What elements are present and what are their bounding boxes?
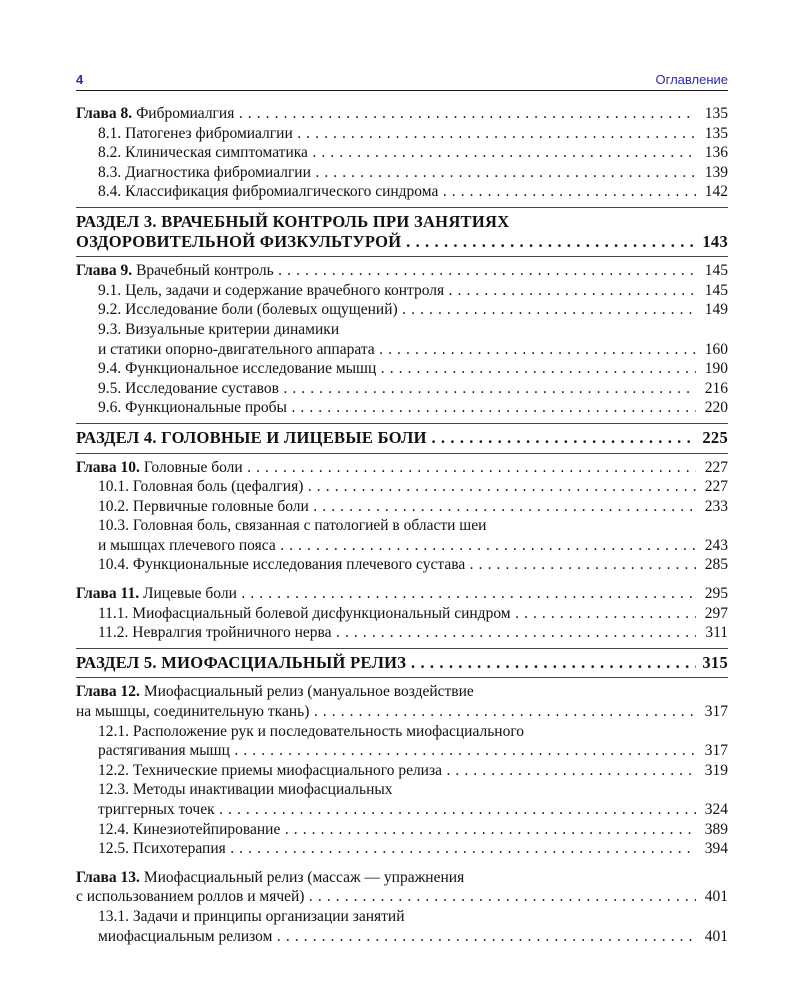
entry-text: Миофасциальный релиз (массаж — упражнения bbox=[139, 868, 465, 886]
toc-page-number: 324 bbox=[704, 801, 728, 818]
toc-entry-title bbox=[76, 584, 696, 604]
toc-page-number: 225 bbox=[702, 427, 728, 447]
toc-entry[interactable] bbox=[76, 163, 728, 183]
toc-page-number: 311 bbox=[705, 624, 728, 642]
chapter-label: Глава 9. bbox=[76, 262, 133, 280]
toc-entry[interactable] bbox=[76, 584, 728, 604]
entry-text: РАЗДЕЛ 3. ВРАЧЕБНЫЙ КОНТРОЛЬ ПРИ ЗАНЯТИЯХ bbox=[76, 211, 510, 231]
toc-page-number: 220 bbox=[704, 399, 728, 417]
toc-entry-title bbox=[76, 320, 696, 340]
toc-page-number: 190 bbox=[704, 360, 728, 378]
entry-text: 10.2. Первичные головные боли bbox=[98, 497, 309, 515]
entry-text: 10.1. Головная боль (цефалгия) bbox=[98, 478, 304, 496]
toc-entry-title bbox=[76, 741, 696, 761]
toc-page-number: 401 bbox=[704, 927, 728, 945]
entry-text: 9.2. Исследование боли (болевых ощущений) bbox=[98, 301, 398, 319]
toc-entry-title bbox=[76, 340, 696, 360]
toc-entry[interactable] bbox=[76, 261, 728, 281]
toc-entry-title bbox=[76, 379, 696, 399]
toc-page-number: 227 bbox=[704, 458, 728, 476]
entry-text: Лицевые боли bbox=[139, 585, 237, 603]
toc-page-number: 227 bbox=[704, 478, 728, 496]
toc-entry-title bbox=[76, 143, 696, 163]
toc-entry[interactable] bbox=[76, 359, 728, 379]
toc-page-number: 145 bbox=[704, 262, 728, 280]
toc-entry-title bbox=[76, 780, 696, 800]
toc-entry-title bbox=[76, 604, 696, 624]
toc-entry[interactable] bbox=[76, 761, 728, 781]
toc-entry-title bbox=[76, 516, 696, 536]
toc-entry-title bbox=[76, 232, 696, 252]
chapter-label: Глава 10. bbox=[76, 458, 140, 476]
section-divider bbox=[76, 256, 728, 257]
toc-page-number: 142 bbox=[704, 183, 728, 201]
toc-entry-title bbox=[76, 104, 696, 124]
toc-entry[interactable] bbox=[76, 428, 728, 448]
toc-entry-line bbox=[76, 320, 728, 340]
toc-entry[interactable] bbox=[76, 232, 728, 252]
toc-entry[interactable] bbox=[76, 398, 728, 418]
chapter-label: Глава 13. bbox=[76, 868, 140, 886]
toc-entry-title bbox=[76, 428, 696, 448]
toc-page-number: 160 bbox=[704, 340, 728, 358]
entry-text: триггерных точек bbox=[98, 801, 215, 818]
toc-entry[interactable] bbox=[76, 124, 728, 144]
entry-text: 12.4. Кинезиотейпирование bbox=[98, 820, 281, 838]
toc-page-number: 401 bbox=[704, 888, 728, 906]
toc-entry[interactable] bbox=[76, 340, 728, 360]
toc-entry-line bbox=[76, 907, 728, 927]
toc-entry[interactable] bbox=[76, 702, 728, 722]
spacer bbox=[76, 575, 728, 584]
toc-entry[interactable] bbox=[76, 741, 728, 761]
toc-page-number: 135 bbox=[704, 124, 728, 142]
entry-text: ОЗДОРОВИТЕЛЬНОЙ ФИЗКУЛЬТУРОЙ bbox=[76, 231, 402, 251]
toc-entry-title bbox=[76, 623, 696, 643]
toc-entry[interactable] bbox=[76, 182, 728, 202]
toc-entry[interactable] bbox=[76, 653, 728, 673]
toc-entry-line bbox=[76, 722, 728, 742]
toc-entry[interactable] bbox=[76, 536, 728, 556]
entry-text: Врачебный контроль bbox=[132, 262, 274, 280]
toc-entry-line bbox=[76, 682, 728, 702]
toc-page-number: 145 bbox=[704, 281, 728, 299]
toc-page-number: 394 bbox=[704, 840, 728, 858]
toc-page-number: 135 bbox=[704, 105, 728, 122]
entry-text: 9.5. Исследование суставов bbox=[98, 379, 279, 397]
toc-entry-title bbox=[76, 702, 696, 722]
entry-text: миофасциальным релизом bbox=[98, 927, 273, 945]
toc-entry-title bbox=[76, 163, 696, 183]
entry-text: 12.3. Методы инактивации миофасциальных bbox=[98, 781, 393, 799]
toc-entry[interactable] bbox=[76, 477, 728, 497]
entry-text: РАЗДЕЛ 4. ГОЛОВНЫЕ И ЛИЦЕВЫЕ БОЛИ bbox=[76, 427, 427, 447]
toc-entry-line bbox=[76, 516, 728, 536]
spacer bbox=[76, 859, 728, 868]
entry-text: 10.3. Головная боль, связанная с патологией в области шеи bbox=[98, 517, 487, 535]
entry-text: 12.2. Технические приемы миофасциального релиза bbox=[98, 761, 442, 779]
section-divider bbox=[76, 648, 728, 649]
toc-entry-line bbox=[76, 212, 728, 232]
toc-entry-title bbox=[76, 761, 696, 781]
toc-entry-title bbox=[76, 820, 696, 840]
toc-page-number: 297 bbox=[704, 604, 728, 622]
toc-entry[interactable] bbox=[76, 555, 728, 575]
toc-entry-title bbox=[76, 212, 696, 232]
toc-page-number: 295 bbox=[704, 585, 728, 603]
toc-page-number: 317 bbox=[704, 742, 728, 760]
entry-text: 12.1. Расположение рук и последовательность миофасциального bbox=[98, 722, 525, 740]
entry-text: 8.3. Диагностика фибромиалгии bbox=[98, 163, 311, 181]
toc-page-number: 243 bbox=[704, 536, 728, 554]
toc-page-number: 317 bbox=[704, 703, 728, 721]
toc-page-number: 389 bbox=[704, 820, 728, 838]
section-divider bbox=[76, 453, 728, 454]
toc-entry[interactable] bbox=[76, 820, 728, 840]
toc-entry-line bbox=[76, 780, 728, 800]
toc-entry-title bbox=[76, 261, 696, 281]
toc-entry[interactable] bbox=[76, 839, 728, 859]
entry-text: на мышцы, соединительную ткань) bbox=[76, 703, 310, 721]
toc-entry[interactable] bbox=[76, 800, 728, 820]
toc-entry-line bbox=[76, 868, 728, 888]
toc-page-number: 319 bbox=[704, 761, 728, 779]
toc-entry-title bbox=[76, 536, 696, 556]
running-title: Оглавление bbox=[655, 72, 728, 87]
entry-text: 8.1. Патогенез фибромиалгии bbox=[98, 124, 293, 142]
entry-text: 8.2. Клиническая симптоматика bbox=[98, 144, 308, 162]
entry-text: с использованием роллов и мячей) bbox=[76, 888, 305, 906]
toc-entry-title bbox=[76, 458, 696, 478]
section-divider bbox=[76, 677, 728, 678]
toc-entry[interactable] bbox=[76, 300, 728, 320]
chapter-label: Глава 8. bbox=[76, 105, 133, 122]
toc-page-number: 233 bbox=[704, 497, 728, 515]
entry-text: 10.4. Функциональные исследования плечевого сустава bbox=[98, 556, 466, 574]
chapter-label: Глава 12. bbox=[76, 683, 140, 701]
entry-text: и мышцах плечевого пояса bbox=[98, 536, 276, 554]
toc-entry-title bbox=[76, 300, 696, 320]
entry-text: 8.4. Классификация фибромиалгического синдрома bbox=[98, 183, 439, 201]
toc-entry[interactable] bbox=[76, 104, 728, 124]
toc-entry-title bbox=[76, 398, 696, 418]
toc-entry-title bbox=[76, 124, 696, 144]
entry-text: Фибромиалгия bbox=[132, 105, 235, 122]
toc-entry[interactable] bbox=[76, 887, 728, 907]
toc-entry[interactable] bbox=[76, 927, 728, 947]
entry-text: растягивания мышц bbox=[98, 742, 230, 760]
toc-entry-title bbox=[76, 555, 696, 575]
toc-entry-title bbox=[76, 907, 696, 927]
toc-entry-title bbox=[76, 800, 696, 820]
entry-text: Миофасциальный релиз (мануальное воздействие bbox=[139, 683, 474, 701]
toc-page-number: 143 bbox=[702, 231, 728, 251]
entry-text: и статики опорно-двигательного аппарата bbox=[98, 340, 375, 358]
toc-entry[interactable] bbox=[76, 604, 728, 624]
entry-text: 11.1. Миофасциальный болевой дисфункциональный синдром bbox=[98, 604, 511, 622]
toc-page-number: 149 bbox=[704, 301, 728, 319]
toc-entry-title bbox=[76, 722, 696, 742]
toc-entry-title bbox=[76, 359, 696, 379]
entry-text: РАЗДЕЛ 5. МИОФАСЦИАЛЬНЫЙ РЕЛИЗ bbox=[76, 652, 407, 672]
table-of-contents bbox=[76, 104, 728, 946]
toc-page-number: 285 bbox=[704, 556, 728, 574]
toc-entry-title bbox=[76, 682, 696, 702]
entry-text: 9.1. Цель, задачи и содержание врачебного контроля bbox=[98, 281, 445, 299]
toc-entry[interactable] bbox=[76, 379, 728, 399]
section-divider bbox=[76, 423, 728, 424]
toc-entry-title bbox=[76, 477, 696, 497]
entry-text: 9.3. Визуальные критерии динамики bbox=[98, 320, 340, 338]
toc-entry-title bbox=[76, 868, 696, 888]
toc-entry[interactable] bbox=[76, 458, 728, 478]
entry-text: 13.1. Задачи и принципы организации занятий bbox=[98, 907, 405, 925]
toc-entry-title bbox=[76, 887, 696, 907]
toc-entry-title bbox=[76, 182, 696, 202]
entry-text: 9.6. Функциональные пробы bbox=[98, 399, 287, 417]
section-divider bbox=[76, 207, 728, 208]
toc-page-number: 315 bbox=[702, 652, 728, 672]
entry-text: 9.4. Функциональное исследование мышц bbox=[98, 360, 377, 378]
toc-entry[interactable] bbox=[76, 497, 728, 517]
toc-page-number: 216 bbox=[704, 379, 728, 397]
toc-entry[interactable] bbox=[76, 143, 728, 163]
toc-entry-title bbox=[76, 497, 696, 517]
entry-text: Головные боли bbox=[139, 458, 243, 476]
running-header bbox=[76, 72, 728, 91]
toc-entry-title bbox=[76, 653, 696, 673]
entry-text: 11.2. Невралгия тройничного нерва bbox=[98, 624, 332, 642]
entry-text: 12.5. Психотерапия bbox=[98, 840, 226, 858]
toc-entry-title bbox=[76, 839, 696, 859]
toc-entry[interactable] bbox=[76, 281, 728, 301]
toc-page-number: 139 bbox=[704, 163, 728, 181]
page-number: 4 bbox=[76, 72, 84, 87]
toc-entry-title bbox=[76, 927, 696, 947]
chapter-label: Глава 11. bbox=[76, 585, 140, 603]
toc-page-number: 136 bbox=[704, 144, 728, 162]
toc-entry-title bbox=[76, 281, 696, 301]
toc-entry[interactable] bbox=[76, 623, 728, 643]
